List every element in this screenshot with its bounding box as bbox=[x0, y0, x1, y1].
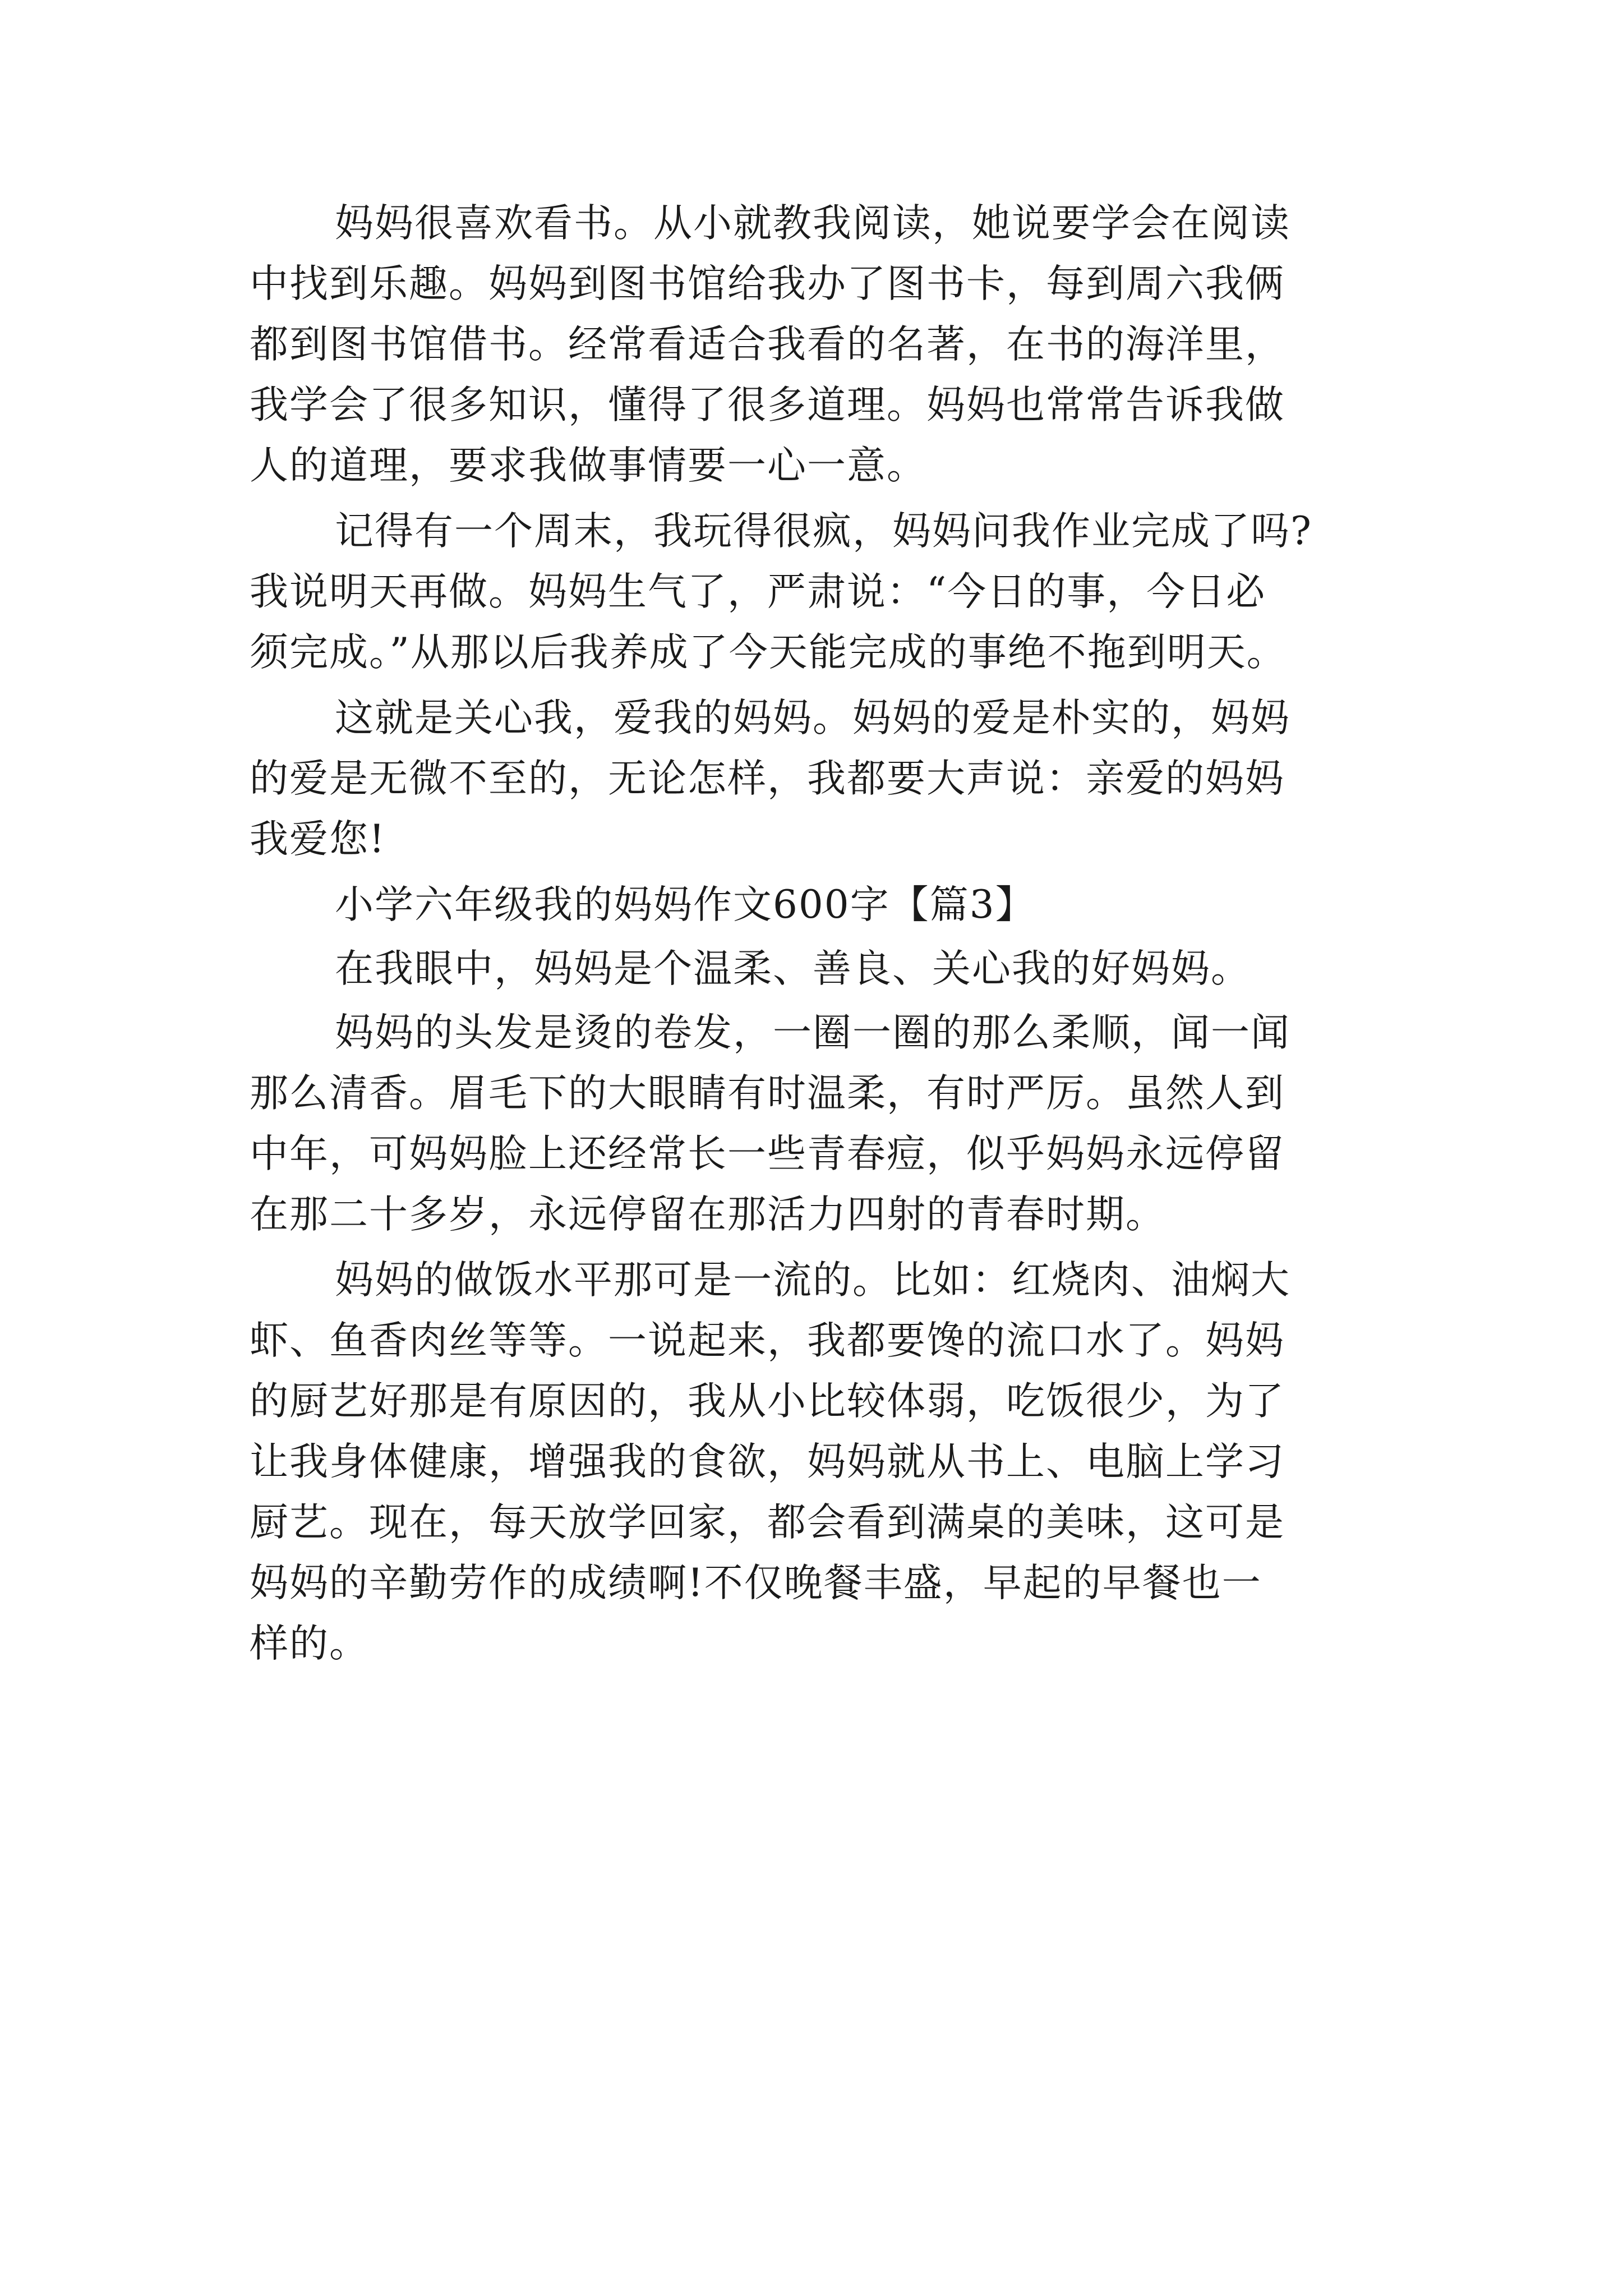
text-line: 虾、鱼香肉丝等等。一说起来，我都要馋的流口水了。妈妈 bbox=[250, 1318, 1285, 1363]
text-line: 记得有一个周末，我玩得很疯，妈妈问我作业完成了吗? bbox=[335, 509, 1312, 554]
text-line: 在我眼中，妈妈是个温柔、善良、关心我的好妈妈。 bbox=[335, 946, 1251, 991]
text-line: 的厨艺好那是有原因的，我从小比较体弱，吃饭很少，为了 bbox=[250, 1379, 1285, 1424]
text-line: 让我身体健康，增强我的食欲，妈妈就从书上、电脑上学习 bbox=[250, 1439, 1285, 1484]
text-line: 中找到乐趣。妈妈到图书馆给我办了图书卡，每到周六我俩 bbox=[250, 261, 1285, 306]
text-line: 妈妈的辛勤劳作的成绩啊!不仅晚餐丰盛，早起的早餐也一 bbox=[250, 1561, 1262, 1605]
text-line: 那么清香。眉毛下的大眼睛有时温柔，有时严厉。虽然人到 bbox=[250, 1071, 1285, 1116]
text-line: 我学会了很多知识，懂得了很多道理。妈妈也常常告诉我做 bbox=[250, 383, 1285, 427]
text-line: 人的道理，要求我做事情要一心一意。 bbox=[250, 443, 926, 488]
text-line: 须完成。”从那以后我养成了今天能完成的事绝不拖到明天。 bbox=[250, 630, 1287, 675]
text-line: 的爱是无微不至的，无论怎样，我都要大声说：亲爱的妈妈 bbox=[250, 756, 1285, 801]
text-line: 都到图书馆借书。经常看适合我看的名著，在书的海洋里， bbox=[250, 322, 1285, 367]
text-line: 这就是关心我，爱我的妈妈。妈妈的爱是朴实的，妈妈 bbox=[335, 696, 1290, 740]
text-line: 妈妈很喜欢看书。从小就教我阅读，她说要学会在阅读 bbox=[335, 201, 1290, 246]
text-line: 厨艺。现在，每天放学回家，都会看到满桌的美味，这可是 bbox=[250, 1500, 1285, 1545]
text-line: 在那二十多岁，永远停留在那活力四射的青春时期。 bbox=[250, 1192, 1165, 1237]
text-line: 妈妈的做饭水平那可是一流的。比如：红烧肉、油焖大 bbox=[335, 1258, 1290, 1303]
text-line: 妈妈的头发是烫的卷发，一圈一圈的那么柔顺，闻一闻 bbox=[335, 1010, 1290, 1055]
text-line: 中年，可妈妈脸上还经常长一些青春痘，似乎妈妈永远停留 bbox=[250, 1131, 1285, 1176]
text-line: 我说明天再做。妈妈生气了，严肃说：“今日的事，今日必 bbox=[250, 569, 1266, 614]
text-line: 我爱您! bbox=[250, 817, 386, 862]
section-heading: 小学六年级我的妈妈作文600字【篇3】 bbox=[335, 882, 1035, 927]
text-line: 样的。 bbox=[250, 1621, 369, 1666]
